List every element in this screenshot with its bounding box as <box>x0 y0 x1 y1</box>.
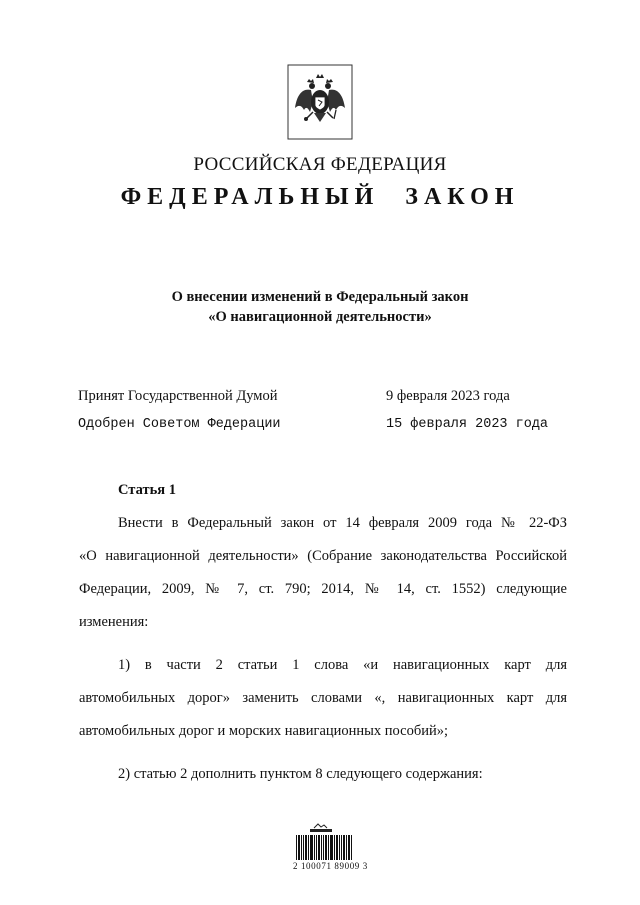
council-approval-date: 15 февраля 2023 года <box>386 417 549 432</box>
council-approval-label: Одобрен Советом Федерации <box>78 417 281 432</box>
item1-line-1: 1) в части 2 статьи 1 слова «и навигационных карт для <box>118 657 567 673</box>
law-type-heading: ФЕДЕРАЛЬНЫЙ ЗАКОН <box>120 184 520 210</box>
article-heading: Статья 1 <box>118 482 176 498</box>
law-title <box>0 287 640 327</box>
law-title-line1: О внесении изменений в Федеральный закон <box>171 289 469 305</box>
intro-line-1: Внести в Федеральный закон от 14 февраля 2009 года № 22-ФЗ <box>118 515 567 531</box>
amendment-item-2 <box>79 758 567 791</box>
document-barcode <box>294 822 354 862</box>
barcode-number: 2 100071 89009 3 <box>293 861 368 871</box>
law-title-line2: «О навигационной деятельности» <box>208 309 432 325</box>
item2-line: 2) статью 2 дополнить пунктом 8 следующего содержания: <box>118 766 483 782</box>
intro-line-4: изменения: <box>79 614 149 630</box>
coat-of-arms-emblem <box>287 64 353 140</box>
article-intro-paragraph <box>79 507 567 639</box>
russian-coat-of-arms-icon <box>287 64 353 140</box>
intro-line-3: Федерации, 2009, № 7, ст. 790; 2014, № 14, ст. 1552) следующие <box>79 581 567 597</box>
amendment-item-1 <box>79 649 567 748</box>
duma-adoption-date: 9 февраля 2023 года <box>386 388 510 404</box>
state-name: РОССИЙСКАЯ ФЕДЕРАЦИЯ <box>193 154 447 175</box>
item1-line-3: автомобильных дорог и морских навигационных пособий»; <box>79 723 449 739</box>
barcode-icon <box>294 822 354 862</box>
intro-line-2: «О навигационной деятельности» (Собрание законодательства Российской <box>79 548 567 564</box>
duma-adoption-label: Принят Государственной Думой <box>78 388 278 404</box>
item1-line-2: автомобильных дорог» заменить словами «, навигационных карт для <box>79 690 567 706</box>
